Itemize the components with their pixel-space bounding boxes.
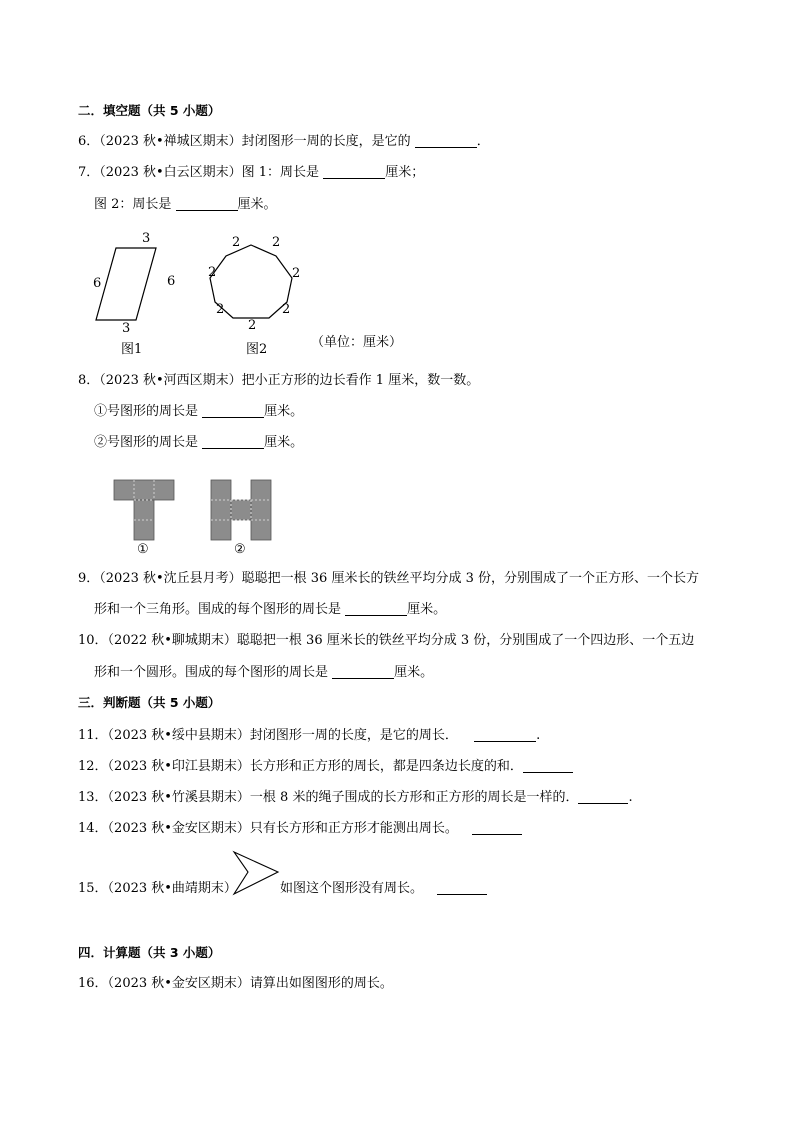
- answer-blank[interactable]: [202, 403, 264, 418]
- h-shape: [211, 480, 271, 540]
- answer-blank[interactable]: [345, 601, 407, 616]
- question-text: 12．（2023 秋•印江县期末）长方形和正方形的周长，都是四条边长度的和．: [78, 759, 523, 774]
- question-suffix: 厘米。: [264, 435, 304, 450]
- question-suffix: 厘米。: [407, 602, 447, 617]
- answer-blank[interactable]: [474, 727, 536, 742]
- question-suffix: .: [628, 790, 633, 805]
- question-suffix: .: [536, 728, 541, 743]
- side-label: 2: [292, 266, 301, 281]
- side-label: 2: [232, 235, 241, 250]
- figure-1-caption: 图1: [121, 342, 143, 357]
- question-9: 9．（2023 秋•沈丘县月考）聪聪把一根 36 厘米长的铁丝平均分成 3 份，分别围成了一个正方形、一个长方: [78, 571, 699, 586]
- side-label: 2: [216, 302, 225, 317]
- question-text: ①号图形的周长是: [94, 404, 199, 419]
- question-8-part-b: [94, 434, 303, 452]
- shape-label-1: ①: [137, 542, 149, 557]
- question-7-line-2: [94, 196, 277, 214]
- question-text: 形和一个圆形。围成的每个图形的周长是: [94, 665, 329, 680]
- label-left: 6: [93, 276, 102, 291]
- answer-blank[interactable]: [415, 133, 477, 148]
- q8-figures: [110, 478, 280, 558]
- question-suffix: 厘米；: [385, 165, 425, 180]
- question-7: [78, 164, 424, 182]
- answer-blank[interactable]: [202, 434, 264, 449]
- question-suffix: 厘米。: [264, 404, 304, 419]
- question-10: 10．（2022 秋•聊城期末）聪聪把一根 36 厘米长的铁丝平均分成 3 份，分别围成了一个四边形、一个五边: [78, 633, 695, 648]
- parallelogram-shape: [96, 248, 156, 320]
- question-11: [78, 727, 540, 745]
- concave-arrow-shape: [234, 852, 278, 894]
- question-16: 16．（2023 秋•金安区期末）请算出如图图形的周长。: [78, 976, 393, 991]
- arrow-shape-figure: [230, 850, 282, 898]
- section-heading-true-false: 三．判断题（共 5 小题）: [78, 695, 221, 710]
- question-text: 6．（2023 秋•禅城区期末）封闭图形一周的长度，是它的: [78, 134, 411, 149]
- label-bottom: 3: [122, 321, 131, 336]
- question-6: [78, 133, 490, 151]
- answer-blank[interactable]: [437, 880, 487, 895]
- answer-blank[interactable]: [176, 196, 238, 211]
- question-13: [78, 789, 633, 807]
- answer-blank[interactable]: [578, 789, 628, 804]
- shape-label-2: ②: [234, 542, 246, 557]
- question-9-line-2: [94, 601, 446, 619]
- question-text: 形和一个三角形。围成的每个图形的周长是: [94, 602, 342, 617]
- section-heading-calc: 四．计算题（共 3 小题）: [78, 945, 221, 960]
- side-label: 2: [282, 302, 291, 317]
- question-suffix: 厘米。: [394, 665, 434, 680]
- question-8: 8．（2023 秋•河西区期末）把小正方形的边长看作 1 厘米，数一数。: [78, 373, 480, 388]
- side-label: 2: [208, 265, 217, 280]
- question-8-part-a: [94, 403, 303, 421]
- question-text: 14．（2023 秋•金安区期末）只有长方形和正方形才能测出周长。: [78, 821, 458, 836]
- q7-figures: [86, 222, 416, 362]
- question-12: [78, 758, 573, 776]
- side-label: 2: [248, 318, 257, 333]
- question-text: 11．（2023 秋•绥中县期末）封闭图形一周的长度，是它的周长．: [78, 728, 458, 743]
- question-15-text: [280, 880, 487, 898]
- label-right: 6: [167, 274, 176, 289]
- question-text: ②号图形的周长是: [94, 435, 199, 450]
- figure-2-caption: 图2: [246, 342, 268, 357]
- section-heading-fill-blank: 二．填空题（共 5 小题）: [78, 103, 221, 118]
- question-14: [78, 820, 522, 838]
- answer-blank[interactable]: [472, 820, 522, 835]
- question-text: 图 2：周长是: [94, 197, 172, 212]
- answer-blank[interactable]: [332, 664, 394, 679]
- unit-note: （单位：厘米）: [311, 335, 403, 350]
- t-shape: [114, 480, 174, 540]
- question-suffix: ．: [476, 134, 490, 149]
- question-text: 15．（2023 秋•曲靖期末）: [78, 881, 237, 896]
- answer-blank[interactable]: [523, 758, 573, 773]
- question-suffix: 厘米。: [237, 197, 277, 212]
- question-text: 13．（2023 秋•竹溪县期末）一根 8 米的绳子围成的长方形和正方形的周长是一样的．: [78, 790, 579, 805]
- question-15: [78, 880, 237, 898]
- label-top: 3: [142, 231, 151, 246]
- question-text: 7．（2023 秋•白云区期末）图 1：周长是: [78, 165, 320, 180]
- question-text: 如图这个图形没有周长。: [280, 881, 424, 896]
- question-10-line-2: [94, 664, 433, 682]
- side-label: 2: [272, 235, 281, 250]
- answer-blank[interactable]: [323, 164, 385, 179]
